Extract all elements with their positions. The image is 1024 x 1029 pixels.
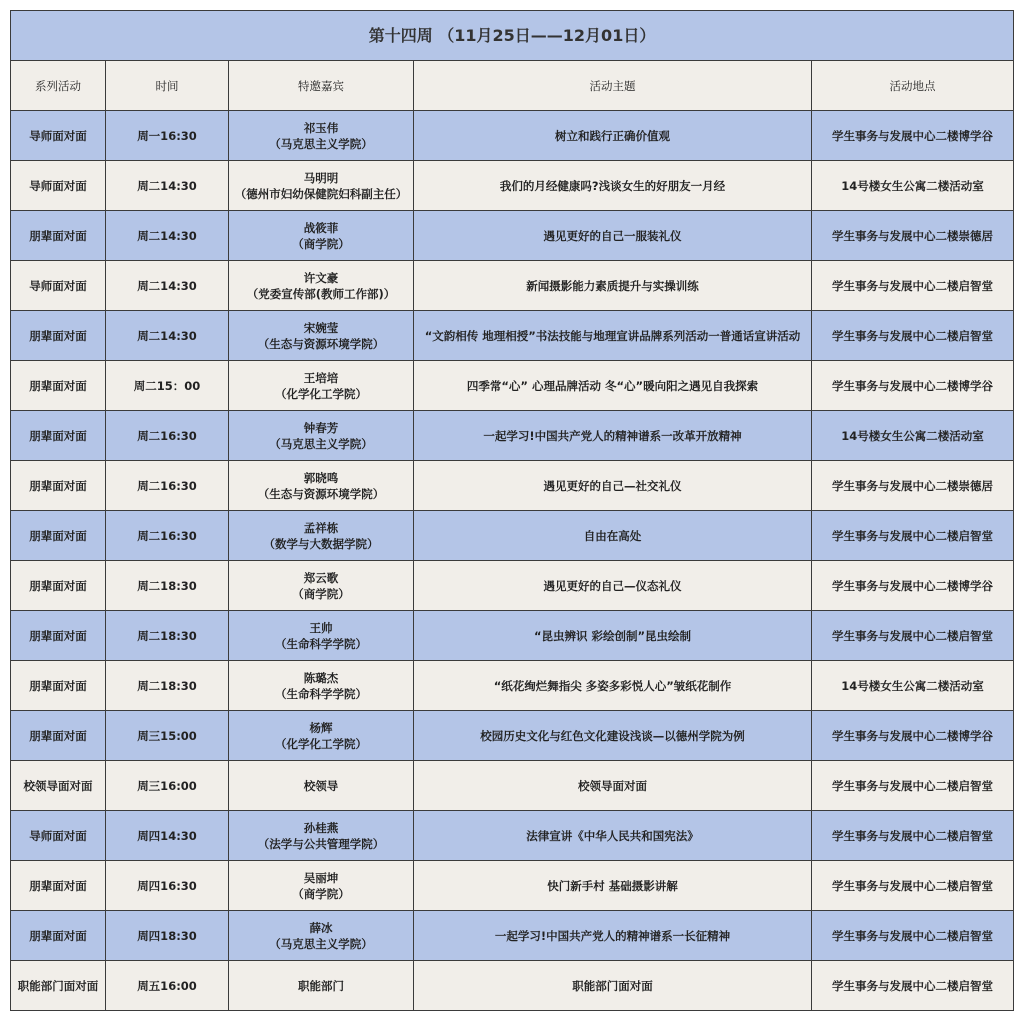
cell-theme: 自由在高处 — [414, 511, 812, 561]
header-place: 活动地点 — [812, 61, 1014, 111]
table-row — [11, 261, 1014, 311]
cell-guest — [229, 961, 414, 1011]
table-row — [11, 861, 1014, 911]
guest-name: 孟祥栋 — [303, 520, 339, 535]
cell-place: 学生事务与发展中心二楼启智堂 — [812, 911, 1014, 961]
cell-series: 朋辈面对面 — [11, 311, 106, 361]
cell-theme: 树立和践行正确价值观 — [414, 111, 812, 161]
cell-series: 朋辈面对面 — [11, 561, 106, 611]
cell-guest — [229, 361, 414, 411]
guest-name: 许文豪 — [303, 270, 339, 285]
cell-theme: 快门新手村 基础摄影讲解 — [414, 861, 812, 911]
cell-place: 14号楼女生公寓二楼活动室 — [812, 161, 1014, 211]
guest-org: （党委宣传部(教师工作部)） — [246, 286, 396, 301]
guest-name: 钟春芳 — [303, 420, 339, 435]
cell-series: 朋辈面对面 — [11, 661, 106, 711]
cell-series: 朋辈面对面 — [11, 411, 106, 461]
table-row — [11, 411, 1014, 461]
guest-org: （生态与资源环境学院） — [257, 336, 385, 351]
cell-theme: 一起学习!中国共产党人的精神谱系一改革开放精神 — [414, 411, 812, 461]
cell-time: 周二16:30 — [106, 411, 229, 461]
cell-series: 朋辈面对面 — [11, 911, 106, 961]
cell-time: 周二16:30 — [106, 511, 229, 561]
guest-org: （生命科学学院） — [275, 636, 367, 651]
guest-org: （商学院） — [292, 586, 350, 601]
header-series: 系列活动 — [11, 61, 106, 111]
cell-series: 职能部门面对面 — [11, 961, 106, 1011]
table-row — [11, 761, 1014, 811]
guest-org: （马克思主义学院） — [269, 436, 373, 451]
guest-name: 吴丽坤 — [303, 870, 339, 885]
cell-time: 周二14:30 — [106, 311, 229, 361]
cell-theme: 遇见更好的自己—仪态礼仪 — [414, 561, 812, 611]
cell-time: 周二14:30 — [106, 161, 229, 211]
cell-time: 周一16:30 — [106, 111, 229, 161]
cell-series: 朋辈面对面 — [11, 461, 106, 511]
guest-name: 郑云歌 — [303, 570, 339, 585]
cell-time: 周三16:00 — [106, 761, 229, 811]
cell-guest — [229, 261, 414, 311]
cell-place: 学生事务与发展中心二楼博学谷 — [812, 361, 1014, 411]
guest-name: 陈璐杰 — [303, 670, 339, 685]
table-row — [11, 911, 1014, 961]
cell-place: 14号楼女生公寓二楼活动室 — [812, 411, 1014, 461]
cell-time: 周四14:30 — [106, 811, 229, 861]
guest-name: 校领导 — [303, 778, 339, 793]
table-row — [11, 161, 1014, 211]
cell-time: 周四16:30 — [106, 861, 229, 911]
cell-guest — [229, 111, 414, 161]
cell-series: 朋辈面对面 — [11, 511, 106, 561]
guest-org: （商学院） — [292, 236, 350, 251]
table-row — [11, 211, 1014, 261]
cell-guest — [229, 611, 414, 661]
cell-time: 周四18:30 — [106, 911, 229, 961]
guest-name: 宋婉莹 — [303, 320, 339, 335]
cell-place: 学生事务与发展中心二楼启智堂 — [812, 861, 1014, 911]
cell-place: 学生事务与发展中心二楼启智堂 — [812, 611, 1014, 661]
cell-guest — [229, 311, 414, 361]
cell-time: 周二14:30 — [106, 261, 229, 311]
table-row — [11, 111, 1014, 161]
cell-series: 朋辈面对面 — [11, 611, 106, 661]
table-row — [11, 661, 1014, 711]
guest-name: 薛冰 — [309, 920, 333, 935]
cell-theme: 新闻摄影能力素质提升与实操训练 — [414, 261, 812, 311]
cell-series: 校领导面对面 — [11, 761, 106, 811]
table-row — [11, 611, 1014, 661]
cell-series: 朋辈面对面 — [11, 361, 106, 411]
cell-series: 导师面对面 — [11, 811, 106, 861]
table-row — [11, 311, 1014, 361]
cell-place: 学生事务与发展中心二楼启智堂 — [812, 511, 1014, 561]
cell-theme: 校园历史文化与红色文化建设浅谈—以德州学院为例 — [414, 711, 812, 761]
guest-org: （商学院） — [292, 886, 350, 901]
guest-name: 祁玉伟 — [303, 120, 339, 135]
guest-org: （法学与公共管理学院） — [257, 836, 385, 851]
table-row — [11, 561, 1014, 611]
header-time: 时间 — [106, 61, 229, 111]
cell-theme: 法律宣讲《中华人民共和国宪法》 — [414, 811, 812, 861]
guest-name: 战筱菲 — [303, 220, 339, 235]
cell-guest — [229, 711, 414, 761]
schedule-table — [10, 10, 1014, 1011]
guest-name: 王培培 — [303, 370, 339, 385]
cell-series: 朋辈面对面 — [11, 211, 106, 261]
schedule-sheet — [10, 10, 1013, 1011]
cell-time: 周二18:30 — [106, 661, 229, 711]
cell-guest — [229, 661, 414, 711]
cell-time: 周五16:00 — [106, 961, 229, 1011]
cell-series: 朋辈面对面 — [11, 711, 106, 761]
cell-place: 学生事务与发展中心二楼启智堂 — [812, 311, 1014, 361]
cell-place: 学生事务与发展中心二楼崇德居 — [812, 211, 1014, 261]
cell-theme: 校领导面对面 — [414, 761, 812, 811]
cell-time: 周二15：00 — [106, 361, 229, 411]
cell-time: 周二18:30 — [106, 611, 229, 661]
guest-name: 王帅 — [309, 620, 333, 635]
guest-org: （马克思主义学院） — [269, 936, 373, 951]
guest-name: 杨辉 — [309, 720, 333, 735]
cell-guest — [229, 461, 414, 511]
cell-place: 学生事务与发展中心二楼启智堂 — [812, 811, 1014, 861]
cell-place: 学生事务与发展中心二楼博学谷 — [812, 561, 1014, 611]
cell-guest — [229, 411, 414, 461]
guest-org: （德州市妇幼保健院妇科副主任） — [234, 186, 408, 201]
cell-guest — [229, 511, 414, 561]
guest-name: 孙桂燕 — [303, 820, 339, 835]
cell-series: 导师面对面 — [11, 261, 106, 311]
guest-org: （化学化工学院） — [275, 386, 367, 401]
cell-time: 周二16:30 — [106, 461, 229, 511]
cell-place: 14号楼女生公寓二楼活动室 — [812, 661, 1014, 711]
guest-org: （生态与资源环境学院） — [257, 486, 385, 501]
guest-org: （生命科学学院） — [275, 686, 367, 701]
table-row — [11, 511, 1014, 561]
cell-theme: 一起学习!中国共产党人的精神谱系一长征精神 — [414, 911, 812, 961]
table-body — [11, 111, 1014, 1011]
cell-place: 学生事务与发展中心二楼博学谷 — [812, 111, 1014, 161]
cell-theme: “昆虫辨识 彩绘创制”昆虫绘制 — [414, 611, 812, 661]
header-guest: 特邀嘉宾 — [229, 61, 414, 111]
cell-theme: 四季常“心” 心理品牌活动 冬“心”暖向阳之遇见自我探索 — [414, 361, 812, 411]
cell-guest — [229, 561, 414, 611]
cell-guest — [229, 761, 414, 811]
cell-series: 朋辈面对面 — [11, 861, 106, 911]
page-title: 第十四周 （11月25日——12月01日） — [11, 11, 1014, 61]
cell-time: 周二18:30 — [106, 561, 229, 611]
cell-guest — [229, 211, 414, 261]
guest-name: 职能部门 — [298, 978, 344, 993]
cell-guest — [229, 811, 414, 861]
cell-series: 导师面对面 — [11, 161, 106, 211]
cell-theme: 我们的月经健康吗?浅谈女生的好朋友一月经 — [414, 161, 812, 211]
guest-org: （数学与大数据学院） — [263, 536, 379, 551]
cell-theme: “文韵相传 地理相授”书法技能与地理宣讲品牌系列活动一普通话宣讲活动 — [414, 311, 812, 361]
table-row — [11, 961, 1014, 1011]
cell-place: 学生事务与发展中心二楼博学谷 — [812, 711, 1014, 761]
cell-guest — [229, 911, 414, 961]
table-row — [11, 461, 1014, 511]
header-row — [11, 61, 1014, 111]
guest-name: 郭晓鸣 — [303, 470, 339, 485]
table-row — [11, 711, 1014, 761]
cell-place: 学生事务与发展中心二楼启智堂 — [812, 961, 1014, 1011]
cell-place: 学生事务与发展中心二楼启智堂 — [812, 261, 1014, 311]
guest-org: （马克思主义学院） — [269, 136, 373, 151]
cell-time: 周三15:00 — [106, 711, 229, 761]
cell-place: 学生事务与发展中心二楼启智堂 — [812, 761, 1014, 811]
guest-org: （化学化工学院） — [275, 736, 367, 751]
guest-name: 马明明 — [303, 170, 339, 185]
cell-time: 周二14:30 — [106, 211, 229, 261]
cell-theme: 职能部门面对面 — [414, 961, 812, 1011]
cell-theme: 遇见更好的自己一服装礼仪 — [414, 211, 812, 261]
cell-theme: “纸花绚烂舞指尖 多姿多彩悦人心”皱纸花制作 — [414, 661, 812, 711]
cell-series: 导师面对面 — [11, 111, 106, 161]
header-theme: 活动主题 — [414, 61, 812, 111]
table-row — [11, 361, 1014, 411]
cell-place: 学生事务与发展中心二楼崇德居 — [812, 461, 1014, 511]
cell-guest — [229, 161, 414, 211]
cell-theme: 遇见更好的自己—社交礼仪 — [414, 461, 812, 511]
cell-guest — [229, 861, 414, 911]
table-row — [11, 811, 1014, 861]
